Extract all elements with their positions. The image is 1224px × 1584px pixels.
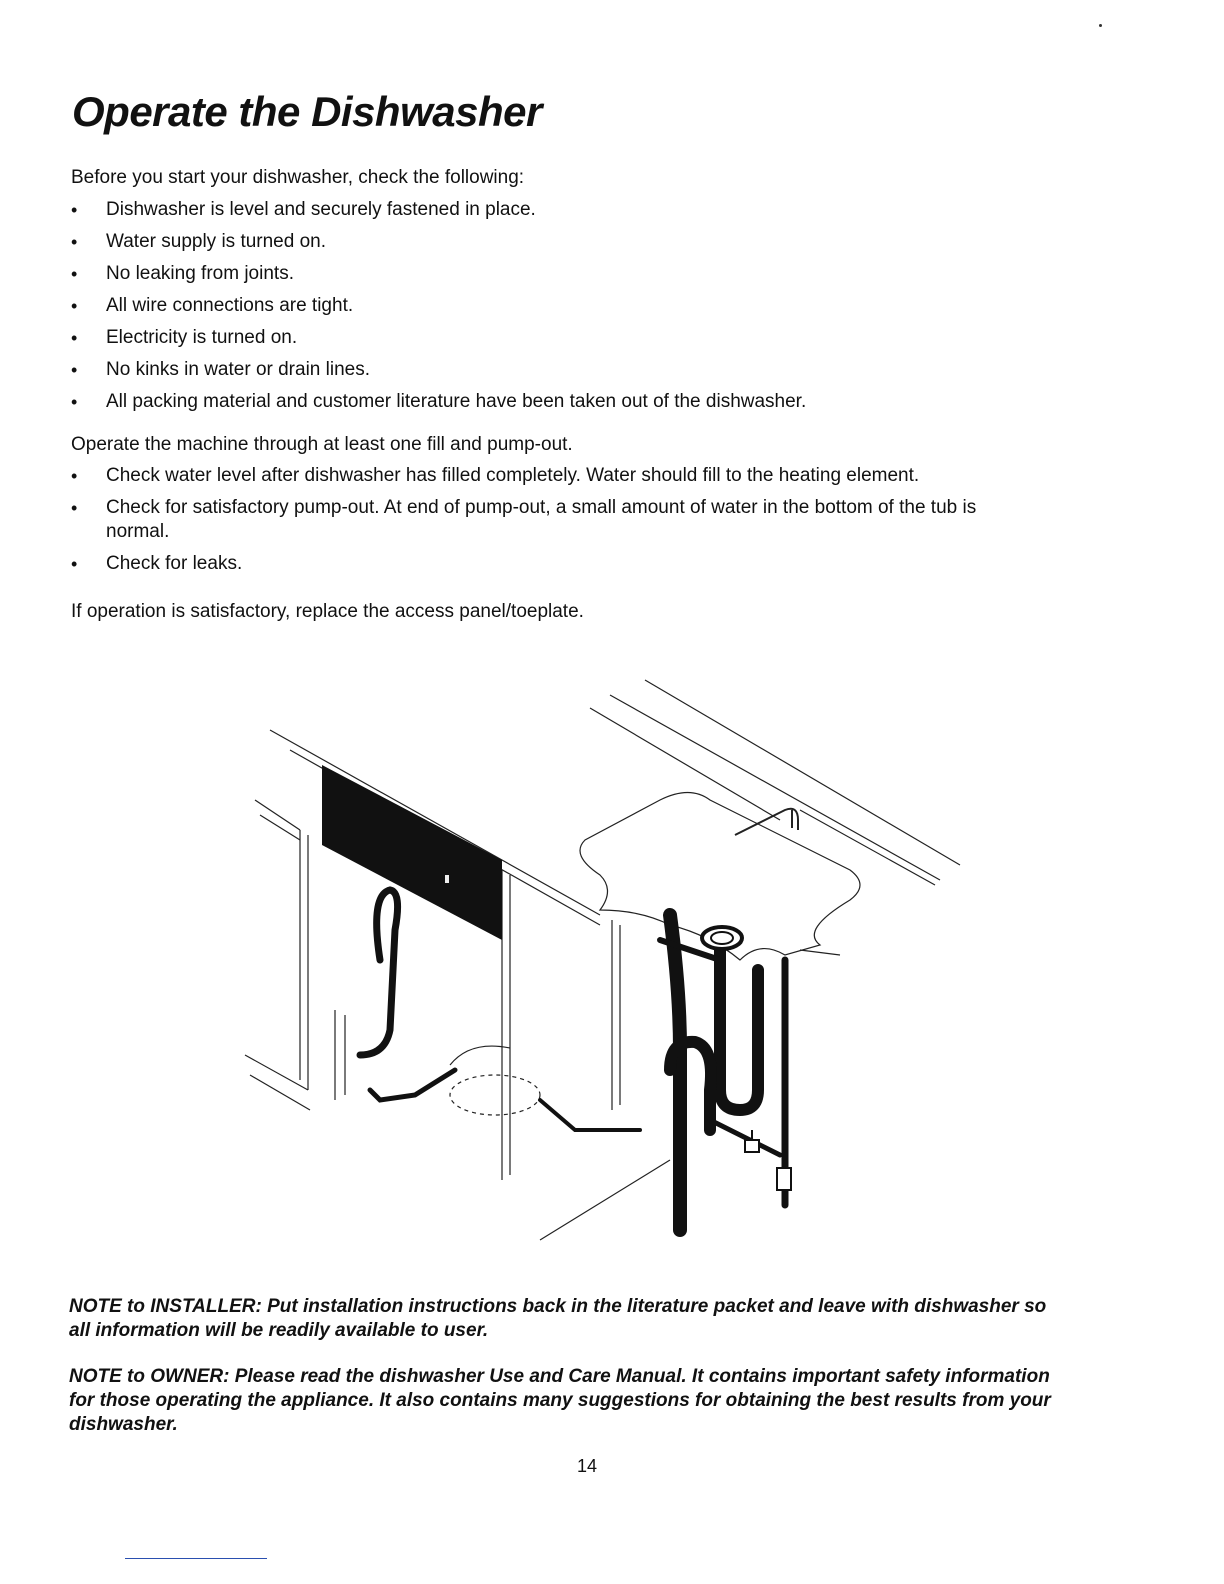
- list-item: • No kinks in water or drain lines.: [71, 358, 1031, 382]
- list-item: • All packing material and customer literature have been taken out of the dishwasher.: [71, 390, 1031, 414]
- floor-opening: [450, 1075, 540, 1115]
- checklist-intro: Before you start your dishwasher, check the following:: [71, 167, 525, 188]
- floor-line: [540, 1160, 670, 1240]
- countertop-line: [590, 708, 780, 820]
- panel-button: [445, 875, 449, 883]
- list-item: • No leaking from joints.: [71, 262, 1031, 286]
- closing-instruction: If operation is satisfactory, replace the access panel/toeplate.: [71, 601, 584, 622]
- page-number: 14: [576, 1456, 598, 1476]
- countertop-line: [645, 680, 960, 865]
- list-item: • All wire connections are tight.: [71, 294, 1031, 318]
- list-item: • Check water level after dishwasher has filled completely. Water should fill to the heating element.: [71, 464, 1031, 488]
- cabinet-base: [245, 1055, 308, 1090]
- counter-front: [800, 950, 840, 955]
- drain-hose: [540, 1100, 640, 1130]
- page-title: Operate the Dishwasher: [72, 88, 542, 135]
- scan-speck: [1099, 24, 1102, 27]
- footer-rule: [125, 1558, 267, 1559]
- operation-checklist: [71, 464, 1031, 584]
- control-panel: [322, 765, 502, 940]
- pre-start-checklist: [71, 198, 1031, 422]
- note-owner: NOTE to OWNER: Please read the dishwasher Use and Care Manual. It contains important safety information for those operating the appliance. It also contains many suggestions for obtaining the best results from your dishwasher.: [69, 1366, 1051, 1435]
- cabinet-edge: [260, 815, 300, 840]
- trap-pipe: [720, 950, 758, 1110]
- countertop-line: [610, 695, 940, 880]
- note-installer: NOTE to INSTALLER: Put installation instructions back in the literature packet and leave with dishwasher so all information will be readily available to user.: [69, 1296, 1047, 1341]
- countertop-line: [800, 810, 935, 885]
- operate-intro: Operate the machine through at least one fill and pump-out.: [71, 434, 573, 455]
- sink-drain: [702, 927, 742, 949]
- installation-diagram: [240, 670, 980, 1250]
- list-item: • Check for leaks.: [71, 552, 1031, 576]
- list-item: • Dishwasher is level and securely fastened in place.: [71, 198, 1031, 222]
- cabinet-base: [250, 1075, 310, 1110]
- inlet-hose: [360, 890, 398, 1055]
- list-item: • Check for satisfactory pump-out. At end of pump-out, a small amount of water in the bottom of the tub is normal.: [71, 496, 1031, 544]
- list-item: • Electricity is turned on.: [71, 326, 1031, 350]
- shutoff-valve: [745, 1140, 759, 1152]
- water-line: [370, 1070, 455, 1100]
- pipe-coupling: [777, 1168, 791, 1190]
- hose-loop: [450, 1046, 510, 1065]
- list-item: • Water supply is turned on.: [71, 230, 1031, 254]
